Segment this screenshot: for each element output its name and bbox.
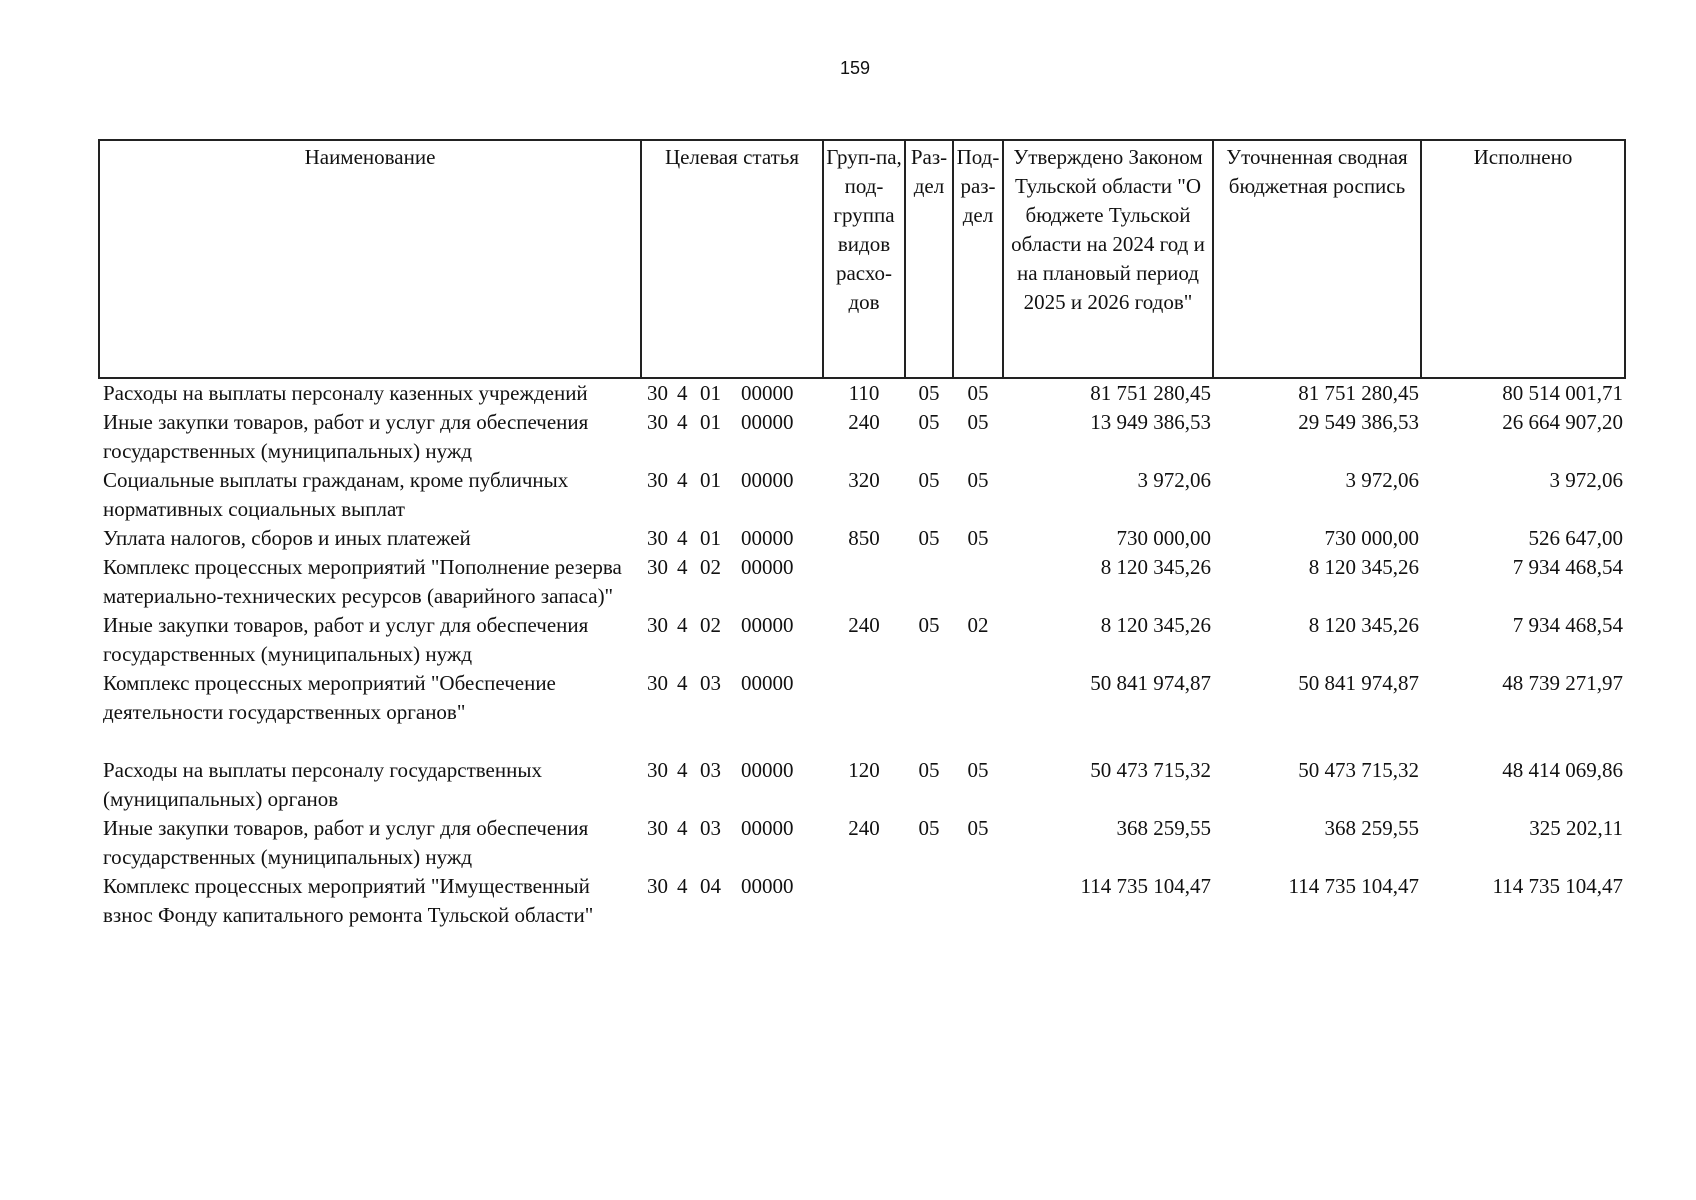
row-name: Комплекс процессных мероприятий "Имущественный взнос Фонду капитального ремонта Тульской области" [103, 874, 594, 927]
row-refined: 50 473 715,32 [1298, 758, 1419, 782]
row-group [823, 669, 905, 756]
row-group: 120 [848, 758, 880, 782]
table-row [99, 872, 1625, 930]
row-refined: 730 000,00 [1324, 526, 1419, 550]
row-executed: 48 739 271,97 [1502, 671, 1623, 695]
table-row [99, 814, 1625, 872]
row-executed: 3 972,06 [1549, 468, 1623, 492]
row-group: 320 [848, 468, 880, 492]
code-type: 4 [677, 468, 688, 492]
row-name: Иные закупки товаров, работ и услуг для обеспечения государственных (муниципальных) нужд [103, 816, 589, 869]
row-section: 05 [918, 381, 940, 405]
row-target-code [641, 553, 823, 611]
row-target-code [641, 611, 823, 669]
row-refined: 81 751 280,45 [1298, 381, 1419, 405]
row-executed: 526 647,00 [1528, 526, 1623, 550]
code-complex: 01 [700, 410, 721, 434]
row-executed: 325 202,11 [1529, 816, 1623, 840]
row-subsection: 05 [967, 758, 989, 782]
row-target-code [641, 466, 823, 524]
row-target-code [641, 524, 823, 553]
row-group: 110 [848, 381, 880, 405]
header-approved: Утверждено Законом Тульской области "О бюджете Тульской области на 2024 год и на плановый период 2025 и 2026 годов" [1003, 140, 1213, 378]
code-direction: 00000 [741, 671, 794, 695]
row-approved: 368 259,55 [1116, 816, 1211, 840]
row-section: 05 [918, 613, 940, 637]
row-subsection: 05 [967, 526, 989, 550]
budget-table [98, 139, 1626, 930]
row-refined: 3 972,06 [1345, 468, 1419, 492]
code-type: 4 [677, 874, 688, 898]
code-type: 4 [677, 758, 688, 782]
code-direction: 00000 [741, 381, 794, 405]
row-approved: 13 949 386,53 [1090, 410, 1211, 434]
row-name: Комплекс процессных мероприятий "Обеспечение деятельности государственных органов" [103, 671, 556, 724]
code-program: 30 [647, 613, 668, 637]
table-row [99, 378, 1625, 408]
code-type: 4 [677, 526, 688, 550]
code-direction: 00000 [741, 613, 794, 637]
code-direction: 00000 [741, 410, 794, 434]
code-program: 30 [647, 758, 668, 782]
row-target-code [641, 872, 823, 930]
table-row [99, 553, 1625, 611]
row-refined: 114 735 104,47 [1288, 874, 1419, 898]
row-group [823, 553, 905, 611]
row-executed: 48 414 069,86 [1502, 758, 1623, 782]
code-program: 30 [647, 555, 668, 579]
row-subsection [953, 669, 1003, 756]
row-name: Расходы на выплаты персоналу казенных учреждений [103, 381, 588, 405]
row-approved: 730 000,00 [1116, 526, 1211, 550]
row-refined: 29 549 386,53 [1298, 410, 1419, 434]
row-approved: 81 751 280,45 [1090, 381, 1211, 405]
row-approved: 3 972,06 [1137, 468, 1211, 492]
row-section [905, 669, 953, 756]
code-program: 30 [647, 816, 668, 840]
row-approved: 50 473 715,32 [1090, 758, 1211, 782]
row-refined: 8 120 345,26 [1308, 613, 1419, 637]
code-complex: 01 [700, 526, 721, 550]
row-group [823, 872, 905, 930]
header-refined: Уточненная сводная бюджетная роспись [1213, 140, 1421, 378]
code-type: 4 [677, 410, 688, 434]
row-subsection: 05 [967, 381, 989, 405]
row-name: Комплекс процессных мероприятий "Пополнение резерва материально-технических ресурсов (аварийного запаса)" [103, 555, 622, 608]
row-refined: 50 841 974,87 [1298, 671, 1419, 695]
row-target-code [641, 814, 823, 872]
row-subsection: 02 [967, 613, 989, 637]
code-program: 30 [647, 468, 668, 492]
code-direction: 00000 [741, 526, 794, 550]
table-header [99, 140, 1625, 378]
code-program: 30 [647, 410, 668, 434]
row-refined: 8 120 345,26 [1308, 555, 1419, 579]
code-direction: 00000 [741, 816, 794, 840]
row-name: Расходы на выплаты персоналу государственных (муниципальных) органов [103, 758, 542, 811]
code-complex: 02 [700, 613, 721, 637]
row-executed: 26 664 907,20 [1502, 410, 1623, 434]
code-complex: 02 [700, 555, 721, 579]
code-direction: 00000 [741, 874, 794, 898]
row-subsection: 05 [967, 410, 989, 434]
table-row [99, 669, 1625, 756]
row-executed: 7 934 468,54 [1512, 613, 1623, 637]
code-program: 30 [647, 671, 668, 695]
header-executed: Исполнено [1421, 140, 1625, 378]
header-name: Наименование [99, 140, 641, 378]
code-direction: 00000 [741, 555, 794, 579]
header-expense-group: Груп-па, под-группа видов расхо-дов [823, 140, 905, 378]
code-complex: 01 [700, 381, 721, 405]
row-group: 240 [848, 816, 880, 840]
header-subsection: Под-раз-дел [953, 140, 1003, 378]
table-row [99, 611, 1625, 669]
row-group: 850 [848, 526, 880, 550]
row-section: 05 [918, 526, 940, 550]
row-name: Иные закупки товаров, работ и услуг для обеспечения государственных (муниципальных) нужд [103, 410, 589, 463]
code-type: 4 [677, 816, 688, 840]
code-program: 30 [647, 526, 668, 550]
row-section: 05 [918, 468, 940, 492]
code-type: 4 [677, 381, 688, 405]
code-direction: 00000 [741, 758, 794, 782]
table-row [99, 466, 1625, 524]
row-executed: 7 934 468,54 [1512, 555, 1623, 579]
row-executed: 114 735 104,47 [1492, 874, 1623, 898]
row-name: Социальные выплаты гражданам, кроме публичных нормативных социальных выплат [103, 468, 569, 521]
table-row [99, 408, 1625, 466]
table-row [99, 756, 1625, 814]
row-target-code [641, 408, 823, 466]
page-number: 159 [839, 58, 871, 78]
code-complex: 03 [700, 816, 721, 840]
code-complex: 01 [700, 468, 721, 492]
code-program: 30 [647, 381, 668, 405]
row-section: 05 [918, 410, 940, 434]
row-approved: 114 735 104,47 [1080, 874, 1211, 898]
table-body [99, 378, 1625, 930]
row-section: 05 [918, 758, 940, 782]
header-section: Раз-дел [905, 140, 953, 378]
row-approved: 8 120 345,26 [1100, 613, 1211, 637]
row-subsection [953, 872, 1003, 930]
code-program: 30 [647, 874, 668, 898]
row-target-code [641, 756, 823, 814]
code-complex: 03 [700, 671, 721, 695]
code-type: 4 [677, 671, 688, 695]
row-target-code [641, 378, 823, 408]
row-refined: 368 259,55 [1324, 816, 1419, 840]
row-section: 05 [918, 816, 940, 840]
row-section [905, 553, 953, 611]
row-target-code [641, 669, 823, 756]
row-name: Иные закупки товаров, работ и услуг для обеспечения государственных (муниципальных) нужд [103, 613, 589, 666]
code-direction: 00000 [741, 468, 794, 492]
code-complex: 03 [700, 758, 721, 782]
row-section [905, 872, 953, 930]
row-executed: 80 514 001,71 [1502, 381, 1623, 405]
header-target-article: Целевая статья [641, 140, 823, 378]
code-type: 4 [677, 555, 688, 579]
row-subsection: 05 [967, 816, 989, 840]
row-group: 240 [848, 410, 880, 434]
row-subsection: 05 [967, 468, 989, 492]
code-complex: 04 [700, 874, 721, 898]
row-name: Уплата налогов, сборов и иных платежей [103, 526, 471, 550]
row-approved: 50 841 974,87 [1090, 671, 1211, 695]
table-row [99, 524, 1625, 553]
row-subsection [953, 553, 1003, 611]
code-type: 4 [677, 613, 688, 637]
row-group: 240 [848, 613, 880, 637]
row-approved: 8 120 345,26 [1100, 555, 1211, 579]
